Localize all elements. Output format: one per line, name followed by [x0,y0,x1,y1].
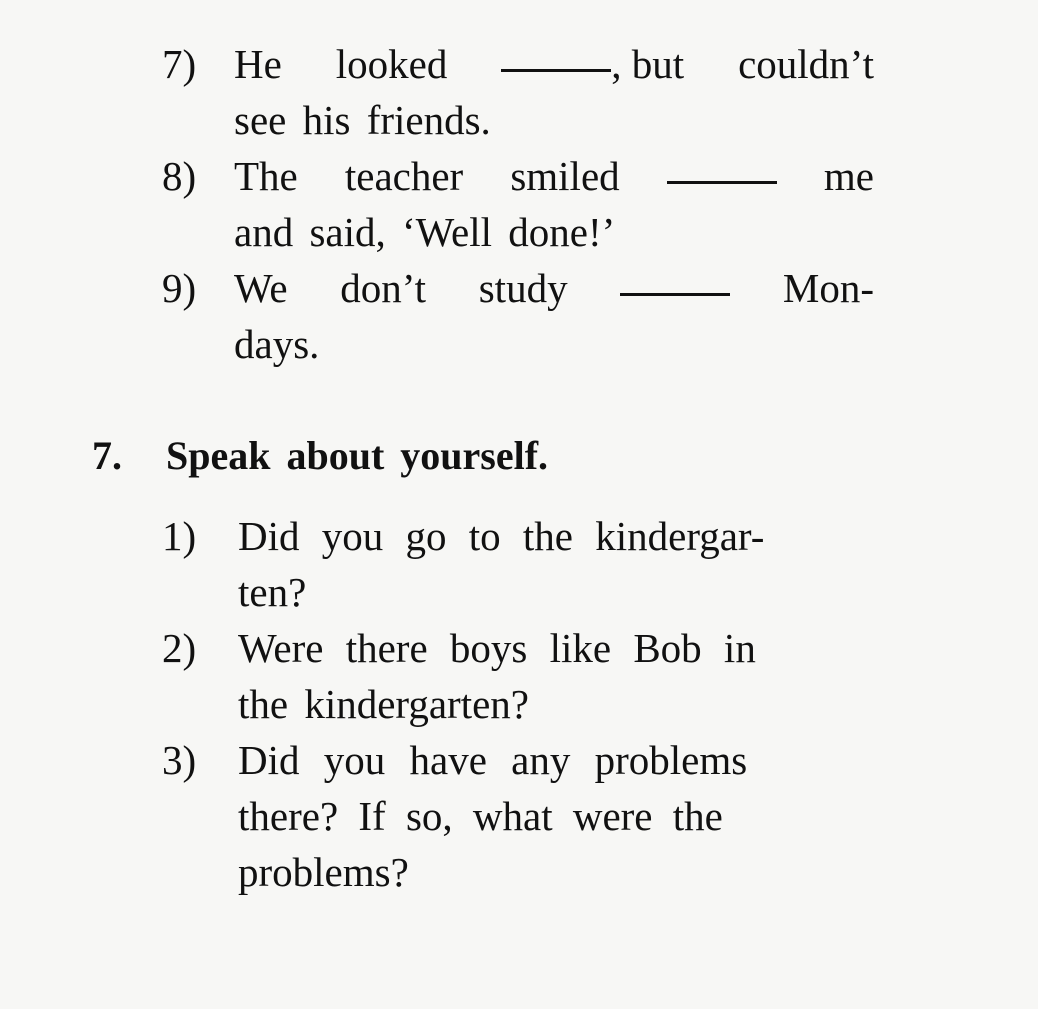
item-line [234,148,874,204]
question-line [238,844,874,900]
blank-line[interactable] [501,69,611,72]
item-number: 8) [162,153,197,199]
question-number: 2) [162,625,197,671]
word: , but [611,41,685,87]
word: Mon- [782,265,874,311]
item-text: days. [234,321,320,367]
exercise-heading [92,428,548,484]
question-text: ten? [238,569,307,615]
question-line [238,676,874,732]
question-line [238,508,874,564]
question-number: 1) [162,513,197,559]
question-text: Did you go to the kindergar- [238,513,765,559]
question-number: 3) [162,737,197,783]
word: He [234,41,282,87]
exercise-title: Speak about yourself. [166,433,549,478]
item-line [234,260,874,316]
item-line [234,204,874,260]
blank-line[interactable] [667,181,777,184]
word: couldn’t [738,41,874,87]
question-line [238,564,874,620]
question-text: problems? [238,849,409,895]
question-text: the kindergarten? [238,681,529,727]
item-text: see his friends. [234,97,491,143]
word: The [234,153,298,199]
question-text: Were there boys like Bob in [238,625,756,671]
word: looked [335,41,448,87]
item-line [234,92,874,148]
word: smiled [510,153,620,199]
word: study [478,265,568,311]
question-text: there? If so, what were the [238,793,723,839]
question-line [238,732,874,788]
word: me [823,153,874,199]
item-line [234,316,874,372]
word: teacher [344,153,464,199]
question-line [238,620,874,676]
blank-line[interactable] [620,293,730,296]
item-line [234,36,874,92]
question-text: Did you have any problems [238,737,748,783]
item-number: 7) [162,41,197,87]
exercise-number: 7. [92,433,122,478]
question-line [238,788,874,844]
item-text: and said, ‘Well done!’ [234,209,616,255]
fill-blank[interactable] [501,36,684,92]
word: don’t [340,265,427,311]
item-number: 9) [162,265,197,311]
word: We [234,265,288,311]
